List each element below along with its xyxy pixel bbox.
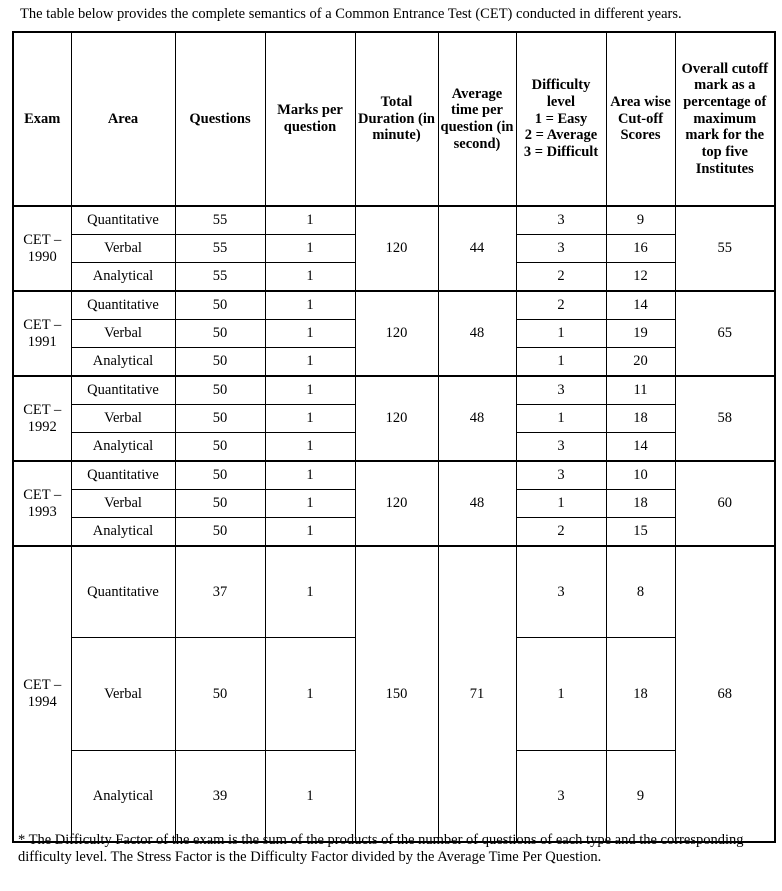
difficulty-cell: 3	[516, 235, 606, 263]
difficulty-cell: 3	[516, 546, 606, 638]
header-questions: Questions	[175, 32, 265, 206]
table-row	[13, 546, 775, 638]
difficulty-cell: 2	[516, 518, 606, 547]
area-cell: Verbal	[71, 235, 175, 263]
difficulty-cell: 3	[516, 461, 606, 490]
cutoff-cell: 11	[606, 376, 675, 405]
questions-cell: 50	[175, 405, 265, 433]
marks-cell: 1	[265, 206, 355, 235]
avg-time-cell: 48	[438, 291, 516, 376]
marks-cell: 1	[265, 235, 355, 263]
cutoff-cell: 15	[606, 518, 675, 547]
header-marks: Marks per question	[265, 32, 355, 206]
header-row	[13, 32, 775, 206]
marks-cell: 1	[265, 518, 355, 547]
marks-cell: 1	[265, 461, 355, 490]
marks-cell: 1	[265, 348, 355, 377]
marks-cell: 1	[265, 433, 355, 462]
area-cell: Analytical	[71, 518, 175, 547]
difficulty-cell: 1	[516, 405, 606, 433]
difficulty-cell: 2	[516, 291, 606, 320]
overall-cell: 68	[675, 546, 775, 842]
difficulty-cell: 1	[516, 638, 606, 751]
area-cell: Quantitative	[71, 546, 175, 638]
area-cell: Quantitative	[71, 376, 175, 405]
exam-cell: CET – 1994	[13, 546, 71, 842]
questions-cell: 50	[175, 320, 265, 348]
header-difficulty-1: 1 = Easy	[534, 110, 588, 127]
cutoff-cell: 18	[606, 638, 675, 751]
questions-cell: 50	[175, 348, 265, 377]
exam-cell: CET – 1992	[13, 376, 71, 461]
cutoff-cell: 10	[606, 461, 675, 490]
duration-cell: 120	[355, 376, 438, 461]
difficulty-cell: 3	[516, 751, 606, 843]
avg-time-cell: 44	[438, 206, 516, 291]
duration-cell: 120	[355, 461, 438, 546]
questions-cell: 55	[175, 263, 265, 292]
questions-cell: 55	[175, 235, 265, 263]
avg-time-cell: 71	[438, 546, 516, 842]
area-cell: Verbal	[71, 320, 175, 348]
avg-time-cell: 48	[438, 461, 516, 546]
marks-cell: 1	[265, 546, 355, 638]
overall-cell: 65	[675, 291, 775, 376]
area-cell: Analytical	[71, 433, 175, 462]
header-overall: Overall cutoff mark as a percentage of maximum mark for the top five Institutes	[675, 32, 775, 206]
cutoff-cell: 8	[606, 546, 675, 638]
area-cell: Verbal	[71, 490, 175, 518]
marks-cell: 1	[265, 291, 355, 320]
table-row	[13, 206, 775, 235]
cutoff-cell: 14	[606, 291, 675, 320]
cutoff-cell: 12	[606, 263, 675, 292]
cet-table	[12, 31, 776, 843]
header-cutoff: Area wise Cut-off Scores	[606, 32, 675, 206]
marks-cell: 1	[265, 490, 355, 518]
marks-cell: 1	[265, 263, 355, 292]
header-exam: Exam	[13, 32, 71, 206]
difficulty-cell: 1	[516, 490, 606, 518]
difficulty-cell: 2	[516, 263, 606, 292]
exam-cell: CET – 1990	[13, 206, 71, 291]
intro-text: The table below provides the complete semantics of a Common Entrance Test (CET) conducted in different years.	[20, 6, 682, 22]
cutoff-cell: 14	[606, 433, 675, 462]
exam-cell: CET – 1993	[13, 461, 71, 546]
questions-cell: 50	[175, 376, 265, 405]
questions-cell: 50	[175, 638, 265, 751]
header-area: Area	[71, 32, 175, 206]
area-cell: Analytical	[71, 751, 175, 843]
difficulty-cell: 3	[516, 376, 606, 405]
header-avg-time: Average time per question (in second)	[438, 32, 516, 206]
area-cell: Analytical	[71, 348, 175, 377]
marks-cell: 1	[265, 376, 355, 405]
difficulty-cell: 1	[516, 348, 606, 377]
overall-cell: 60	[675, 461, 775, 546]
cutoff-cell: 18	[606, 490, 675, 518]
cutoff-cell: 18	[606, 405, 675, 433]
header-difficulty-2: 2 = Average	[524, 127, 598, 144]
questions-cell: 50	[175, 433, 265, 462]
area-cell: Verbal	[71, 405, 175, 433]
cutoff-cell: 19	[606, 320, 675, 348]
header-difficulty	[516, 32, 606, 206]
questions-cell: 37	[175, 546, 265, 638]
area-cell: Quantitative	[71, 206, 175, 235]
area-cell: Quantitative	[71, 461, 175, 490]
header-duration: Total Duration (in minute)	[355, 32, 438, 206]
cutoff-cell: 20	[606, 348, 675, 377]
overall-cell: 55	[675, 206, 775, 291]
difficulty-cell: 3	[516, 433, 606, 462]
overall-cell: 58	[675, 376, 775, 461]
duration-cell: 120	[355, 291, 438, 376]
marks-cell: 1	[265, 405, 355, 433]
duration-cell: 120	[355, 206, 438, 291]
cutoff-cell: 16	[606, 235, 675, 263]
area-cell: Analytical	[71, 263, 175, 292]
duration-cell: 150	[355, 546, 438, 842]
table-row	[13, 376, 775, 405]
questions-cell: 50	[175, 518, 265, 547]
area-cell: Verbal	[71, 638, 175, 751]
footnote: * The Difficulty Factor of the exam is the sum of the products of the number of questions of each type and the corresponding difficulty level. The Stress Factor is the Difficulty Factor divided by the Average Time Per Question.	[18, 832, 744, 865]
table-row	[13, 291, 775, 320]
marks-cell: 1	[265, 751, 355, 843]
questions-cell: 55	[175, 206, 265, 235]
marks-cell: 1	[265, 638, 355, 751]
questions-cell: 50	[175, 291, 265, 320]
difficulty-cell: 3	[516, 206, 606, 235]
header-difficulty-title: Difficulty level	[531, 77, 591, 110]
header-difficulty-3: 3 = Difficult	[523, 144, 599, 160]
questions-cell: 50	[175, 461, 265, 490]
avg-time-cell: 48	[438, 376, 516, 461]
table-row	[13, 461, 775, 490]
cutoff-cell: 9	[606, 751, 675, 843]
difficulty-cell: 1	[516, 320, 606, 348]
cutoff-cell: 9	[606, 206, 675, 235]
area-cell: Quantitative	[71, 291, 175, 320]
questions-cell: 50	[175, 490, 265, 518]
questions-cell: 39	[175, 751, 265, 843]
exam-cell: CET – 1991	[13, 291, 71, 376]
marks-cell: 1	[265, 320, 355, 348]
